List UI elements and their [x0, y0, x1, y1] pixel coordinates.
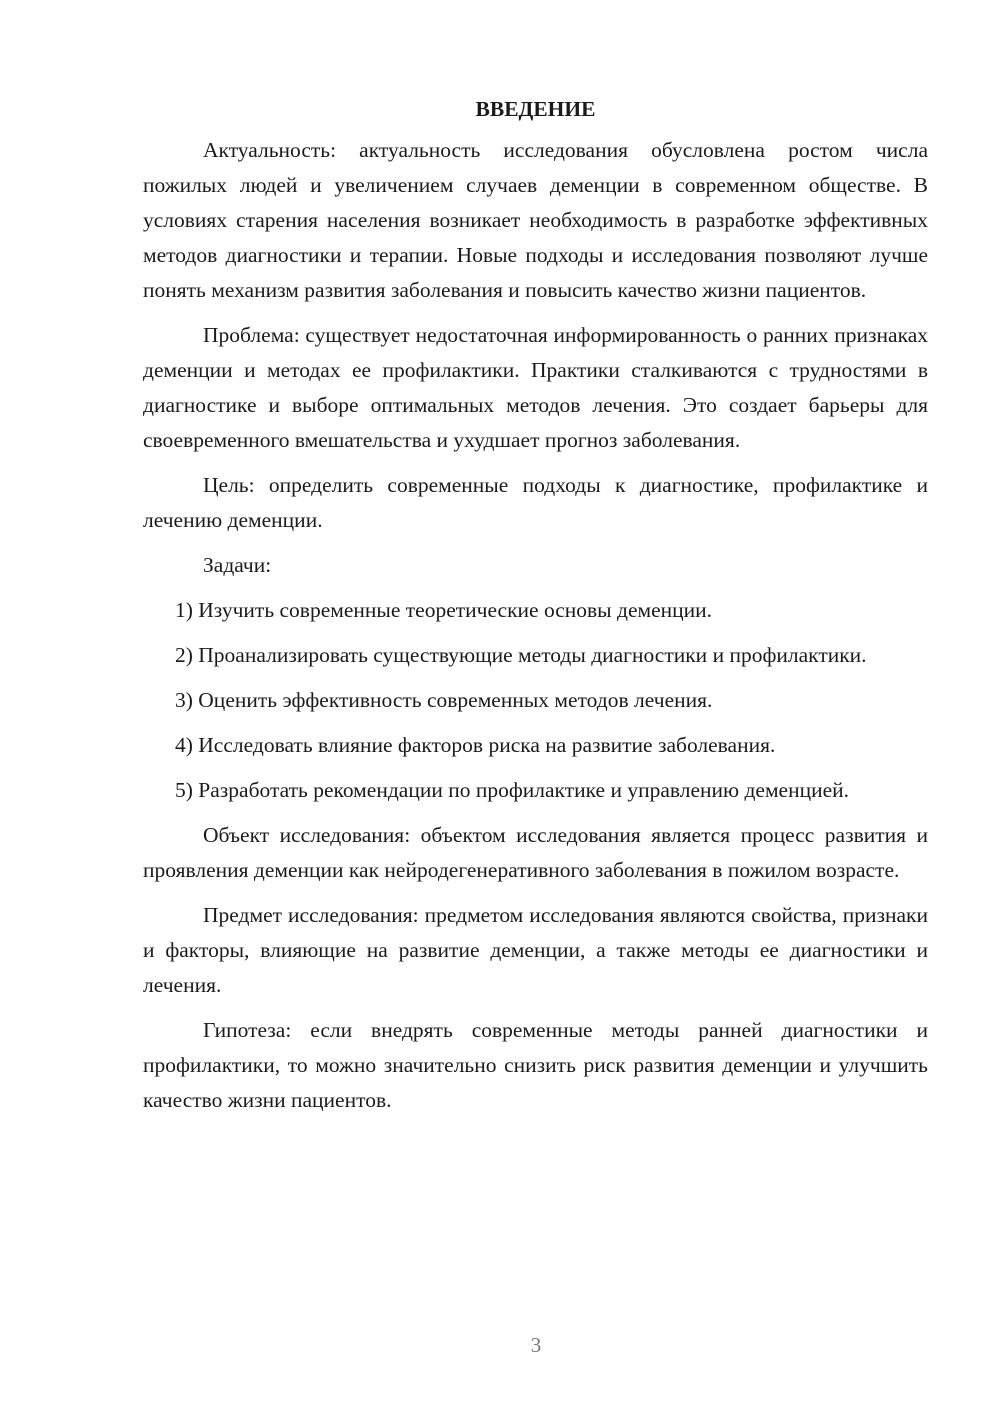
tasks-label: Задачи:	[203, 553, 272, 577]
paragraph-subject: Предмет исследования: предметом исследования являются свойства, признаки и факторы, влияющие на развитие деменции, а также методы ее диагностики и лечения.	[143, 903, 928, 997]
task-item-1: 1) Изучить современные теоретические основы деменции.	[175, 598, 713, 622]
paragraph-problem: Проблема: существует недостаточная информированность о ранних признаках деменции и методах ее профилактики. Практики сталкиваются с трудностями в диагностике и выборе оптимальных методов лечения. Это создает барьеры для своевременного вмешательства и ухудшает прогноз заболевания.	[143, 323, 928, 452]
task-item-2: 2) Проанализировать существующие методы диагностики и профилактики.	[175, 643, 867, 667]
paragraph-hypothesis: Гипотеза: если внедрять современные методы ранней диагностики и профилактики, то можно значительно снизить риск развития деменции и улучшить качество жизни пациентов.	[143, 1018, 928, 1112]
task-item-5: 5) Разработать рекомендации по профилактике и управлению деменцией.	[175, 778, 850, 802]
paragraph-object: Объект исследования: объектом исследования является процесс развития и проявления деменции как нейродегенеративного заболевания в пожилом возрасте.	[143, 823, 928, 882]
paragraph-goal: Цель: определить современные подходы к диагностике, профилактике и лечению деменции.	[143, 473, 928, 532]
paragraph-relevance: Актуальность: актуальность исследования обусловлена ростом числа пожилых людей и увеличением случаев деменции в современном обществе. В условиях старения населения возникает необходимость в разработке эффективных методов диагностики и терапии. Новые подходы и исследования позволяют лучше понять механизм развития заболевания и повысить качество жизни пациентов.	[143, 138, 928, 302]
section-heading: ВВЕДЕНИЕ	[475, 97, 596, 121]
task-item-3: 3) Оценить эффективность современных методов лечения.	[175, 688, 713, 712]
document-page	[143, 92, 928, 1128]
task-item-4: 4) Исследовать влияние факторов риска на развитие заболевания.	[175, 733, 776, 757]
page-number: 3	[530, 1333, 542, 1357]
